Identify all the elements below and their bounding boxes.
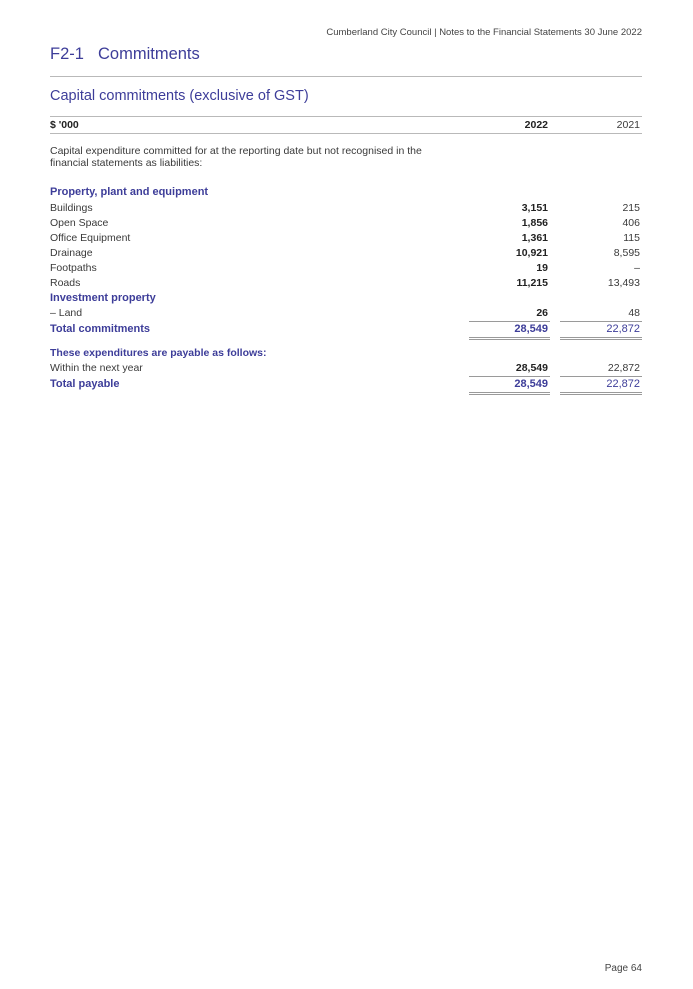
- payable-title: These expenditures are payable as follows:: [50, 347, 267, 359]
- value-2021: 115: [623, 232, 640, 244]
- group-title: Investment property: [50, 292, 156, 304]
- unit-label: $ '000: [50, 119, 79, 131]
- value-2021: 406: [622, 217, 640, 229]
- value-2022: 26: [536, 307, 548, 319]
- row-label: Footpaths: [50, 262, 97, 274]
- value-2021: 22,872: [607, 362, 640, 374]
- total-label: Total commitments: [50, 323, 151, 335]
- value-2021: 13,493: [607, 277, 640, 289]
- table-description: Capital expenditure committed for at the reporting date but not recognised in the financial statements as liabilities:: [50, 145, 422, 169]
- table-row: [50, 261, 642, 276]
- section-rule: [50, 76, 642, 77]
- row-label: – Land: [50, 307, 83, 319]
- total-payable-row: [50, 377, 642, 392]
- total-rule-2021: [560, 337, 642, 340]
- group-heading-investment: [50, 291, 642, 306]
- table-header-row: [50, 118, 642, 133]
- row-label: Buildings: [50, 202, 93, 214]
- subsection-title: Capital commitments (exclusive of GST): [50, 88, 309, 104]
- section-title: Commitments: [98, 45, 200, 63]
- total-2021: 22,872: [606, 378, 640, 390]
- section-number: F2-1: [50, 45, 84, 63]
- value-2022: 1,856: [521, 217, 548, 229]
- table-row: [50, 306, 642, 321]
- payable-heading: [50, 346, 642, 361]
- page-number: Page 64: [604, 963, 642, 974]
- value-2021: 215: [622, 202, 640, 214]
- table-row: [50, 361, 642, 376]
- value-2022: 10,921: [515, 247, 548, 259]
- total-commitments-row: [50, 322, 642, 337]
- total-rule-2021: [560, 392, 642, 395]
- row-label: Open Space: [50, 217, 109, 229]
- group-heading-ppe: [50, 185, 642, 200]
- total-2022: 28,549: [514, 378, 548, 390]
- table-row: [50, 246, 642, 261]
- table-row: [50, 276, 642, 291]
- total-rule-2022: [469, 337, 550, 340]
- value-2021: 8,595: [613, 247, 640, 259]
- table-row: [50, 216, 642, 231]
- row-label: Within the next year: [50, 362, 143, 374]
- table-top-rule: [50, 116, 642, 117]
- total-label: Total payable: [50, 378, 120, 390]
- column-header-2021: 2021: [616, 119, 640, 131]
- row-label: Drainage: [50, 247, 93, 259]
- value-2022: 28,549: [515, 362, 548, 374]
- column-header-2022: 2022: [524, 119, 548, 131]
- group-title: Property, plant and equipment: [50, 186, 209, 198]
- section-heading: [50, 45, 200, 64]
- table-header-rule: [50, 133, 642, 134]
- table-row: [50, 231, 642, 246]
- row-label: Office Equipment: [50, 232, 131, 244]
- value-2022: 11,215: [516, 277, 548, 289]
- value-2021: 48: [628, 307, 640, 319]
- row-label: Roads: [50, 277, 81, 289]
- total-2021: 22,872: [606, 323, 640, 335]
- total-rule-2022: [469, 392, 550, 395]
- table-row: [50, 201, 642, 216]
- value-2022: 3,151: [521, 202, 548, 214]
- value-2021: –: [634, 262, 640, 274]
- running-header: Cumberland City Council | Notes to the Financial Statements 30 June 2022: [326, 27, 642, 38]
- total-2022: 28,549: [514, 323, 548, 335]
- value-2022: 1,361: [521, 232, 548, 244]
- value-2022: 19: [536, 262, 548, 274]
